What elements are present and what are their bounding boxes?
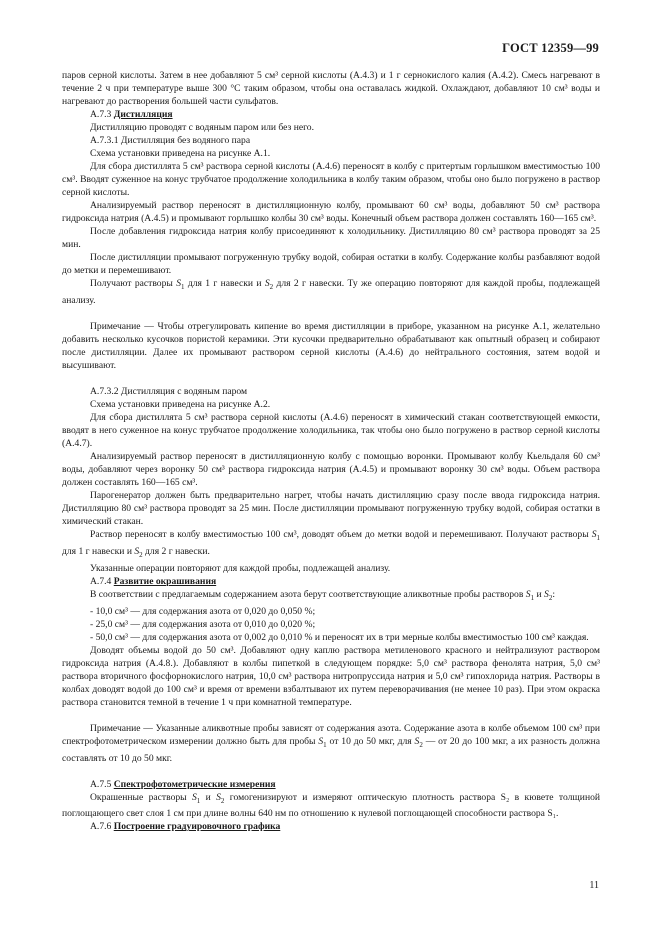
- section-number: А.7.6: [90, 821, 112, 833]
- subscript: 1: [180, 282, 185, 291]
- subscript: 2: [548, 593, 553, 602]
- paragraph: Анализируемый раствор переносят в дистилляционную колбу, промывают 60 см³ воды, добавляют 50 см³ раствора гидроксида натрия (А.4.5) и промывают горлышко колбы 30 см³ воды. Конечный объем раствора должен составлять 160—165 см³.: [62, 200, 600, 224]
- subscript: 2: [139, 550, 143, 559]
- section-number: А.7.3: [90, 109, 112, 120]
- paragraph: - 10,0 см³ — для содержания азота от 0,020 до 0,050 %;: [90, 605, 316, 617]
- document-body: [62, 69, 600, 833]
- subscript: 2: [419, 740, 423, 749]
- section-title: Построение градуировочного графика: [113, 821, 281, 833]
- paragraph: [62, 528, 600, 562]
- text-run: Получают растворы: [90, 278, 177, 289]
- text-run: для 2 г навески.: [142, 545, 210, 557]
- variable-symbol: S: [264, 278, 270, 289]
- paragraph: [62, 722, 600, 765]
- paragraph: После дистилляции промывают погруженную трубку водой, собирая остатки в колбу. Содержание колбы разбавляют водой до метки и перемешивают.: [62, 252, 600, 276]
- paragraph: А.7.3.2 Дистилляция с водяным паром: [90, 385, 248, 397]
- section-title: Дистилляция: [113, 109, 173, 120]
- section-title: Развитие окрашивания: [113, 575, 217, 587]
- paragraph: [62, 791, 600, 821]
- paragraph: [62, 778, 600, 791]
- paragraph: А.7.3.1 Дистилляция без водяного пара: [90, 135, 251, 146]
- text-run: от 10 до 50 мкг, для: [326, 735, 415, 747]
- text-run: гомогенизируют и измеряют оптическую плотность раствора S₂ в кювете толщиной поглощающего свет слоя 1 см при длине волны 640 нм по отношению к нулевой поглощающей способности раствора S₁.: [62, 791, 601, 820]
- paragraph: [62, 575, 600, 588]
- text-run: для 1 г навески и: [184, 278, 265, 289]
- section-title: Спектрофотометрические измерения: [113, 778, 276, 790]
- section-number: А.7.4: [90, 575, 112, 587]
- paragraph: - 25,0 см³ — для содержания азота от 0,010 до 0,020 %;: [90, 618, 316, 630]
- section-number: А.7.5: [90, 778, 112, 790]
- variable-symbol: S: [591, 528, 597, 540]
- paragraph: Для сбора дистиллята 5 см³ раствора серной кислоты (А.4.6) переносят в химический стакан соответствующей емкости, вводят в него суженное на конус трубчатое продолжение холодильника, так чтобы оно было погружено в раствор серной кислоты (А.4.7).: [62, 411, 600, 449]
- paragraph: [62, 820, 600, 833]
- text-run: и: [200, 791, 217, 803]
- variable-symbol: S: [525, 588, 531, 600]
- subscript: 2: [220, 796, 225, 805]
- text-run: и: [534, 588, 545, 600]
- variable-symbol: S: [318, 735, 324, 747]
- variable-symbol: S: [414, 735, 420, 747]
- paragraph: паров серной кислоты. Затем в нее добавляют 5 см³ серной кислоты (А.4.3) и 1 г сернокислого калия (А.4.2). Смесь нагревают в течение 2 ч при температуре выше 300 °С таким образом, чтобы она оставалась жидкой. Охлаждают, добавляют 10 см³ воды и нагревают до растворения большей части сульфатов.: [62, 70, 600, 107]
- subscript: 1: [530, 593, 535, 602]
- text-run: Раствор переносят в колбу вместимостью 100 см³, доводят объем до метки водой и перемешивают. Получают растворы: [90, 528, 592, 540]
- text-run: для 2 г навески. Ту же операцию повторяют для каждой пробы, подлежащей анализу.: [62, 278, 600, 306]
- paragraph: Дистилляцию проводят с водяным паром или без него.: [90, 122, 314, 133]
- subscript: 1: [196, 796, 201, 805]
- text-run: В соответствии с предлагаемым содержанием азота берут соответствующие аликвотные пробы растворов: [90, 588, 526, 600]
- paragraph: Доводят объемы водой до 50 см³. Добавляют одну каплю раствора метиленового красного и нейтрализуют раствором гидроксида натрия (А.4.8.). Добавляют в колбы пипеткой в следующем порядке: 5,0 см³ раствора фенолята натрия, 5,0 см³ раствора вторичного фосфорнокислого натрия, 10,0 см³ раствора нитропруссида натрия и 5,0 см³ гипохлорида натрия. Растворы в колбах доводят водой до 100 см³ и время от времени взбалтывают их путем переворачивания (не менее 10 раз). При этом окраска раствора становится темной в течение 1 ч при комнатной температуре.: [62, 644, 600, 708]
- variable-symbol: S: [216, 791, 221, 803]
- variable-symbol: S: [191, 791, 197, 803]
- document-header: ГОСТ 12359—99: [502, 41, 599, 55]
- paragraph: Для сбора дистиллята 5 см³ раствора серной кислоты (А.4.6) переносят в колбу с притертым горлышком вместимостью 100 см³. Вводят суженное на конус трубчатое продолжение холодильника в колбу таким образом, чтобы оно было погружено в раствор серной кислоты.: [62, 161, 600, 198]
- text-run: :: [552, 588, 555, 600]
- text-run: Примечание — Указанные аликвотные пробы зависят от содержания азота. Содержание азота в колбе объемом 100 см³ при спектрофотометрическом измерении должно быть для пробы: [62, 722, 600, 747]
- page-number: 11: [589, 880, 599, 891]
- text-run: для 1 г навески и: [62, 545, 135, 557]
- text-run: Окрашенные растворы: [90, 791, 192, 803]
- paragraph: После добавления гидроксида натрия колбу присоединяют к холодильнику. Дистилляцию 80 см³ раствора проводят за 25 мин.: [62, 226, 600, 250]
- variable-symbol: S: [176, 278, 181, 289]
- paragraph: [62, 277, 600, 307]
- paragraph: Указанные операции повторяют для каждой пробы, подлежащей анализу.: [90, 562, 391, 574]
- text-run: — от 20 до 100 мкг, а их разность должна составлять от 10 до 50 мкг.: [62, 735, 600, 764]
- paragraph: [62, 108, 600, 121]
- paragraph: - 50,0 см³ — для содержания азота от 0,002 до 0,010 % и переносят их в три мерные колбы вместимостью 100 см³ каждая.: [90, 631, 589, 643]
- subscript: 1: [323, 740, 327, 749]
- paragraph: Анализируемый раствор переносят в дистилляционную колбу с помощью воронки. Промывают колбу Кьельдаля 60 см³ воды, добавляют через воронку 50 см³ раствора гидроксида натрия (А.4.5) и промывают воронку 30 см³ воды. Объем раствора должен составлять 160—165 см³.: [62, 450, 600, 488]
- subscript: 2: [269, 282, 274, 291]
- paragraph: [62, 588, 600, 605]
- paragraph: Парогенератор должен быть предварительно нагрет, чтобы начать дистилляцию сразу после ввода гидроксида натрия. Дистилляцию 80 см³ раствора проводят за 25 мин. После дистилляции промывают погруженную трубку водой, собирая остатки в химический стакан.: [62, 489, 600, 527]
- variable-symbol: S: [544, 588, 549, 600]
- paragraph: Схема установки приведена на рисунке А.2.: [90, 398, 271, 410]
- subscript: 1: [596, 533, 600, 542]
- variable-symbol: S: [134, 545, 140, 557]
- paragraph: Схема установки приведена на рисунке А.1.: [90, 148, 271, 159]
- paragraph: Примечание — Чтобы отрегулировать кипение во время дистилляции в приборе, указанном на рисунке А.1, желательно добавить несколько кусочков пористой керамики. Эти кусочки предварительно обрабатывают как опытный образец и собирают после дистилляции. Далее их промывают раствором серной кислоты (А.4.6) до нейтрального состояния, затем водой и высушивают.: [62, 320, 600, 371]
